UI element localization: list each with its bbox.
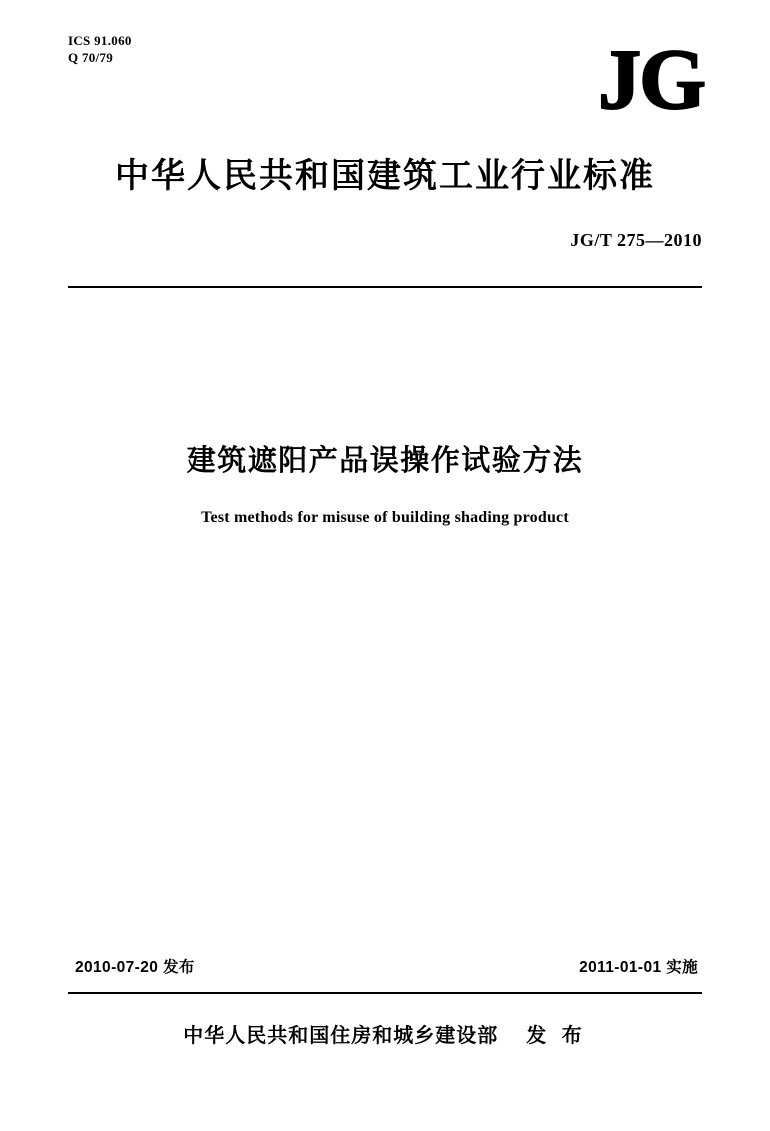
- publisher-verb: 发 布: [526, 1025, 587, 1047]
- ccs-code: Q 70/79: [68, 50, 114, 65]
- publisher-name: 中华人民共和国住房和城乡建设部: [183, 1025, 499, 1047]
- document-title-chinese: 建筑遮阳产品误操作试验方法: [186, 445, 584, 477]
- jg-logo: JG: [598, 31, 704, 127]
- ics-code: ICS 91.060: [68, 33, 132, 48]
- publisher-line: [0, 1019, 770, 1048]
- issue-date: 2010-07-20 发布: [75, 959, 195, 976]
- effective-date: 2011-01-01 实施: [579, 959, 698, 976]
- document-title-english: Test methods for misuse of building shading product: [201, 509, 569, 526]
- page-title: 中华人民共和国建筑工业行业标准: [115, 157, 655, 195]
- ics-classification-block: [68, 32, 132, 66]
- standard-number: JG/T 275—2010: [570, 230, 702, 250]
- divider-bottom: [68, 992, 702, 994]
- divider-top: [68, 286, 702, 288]
